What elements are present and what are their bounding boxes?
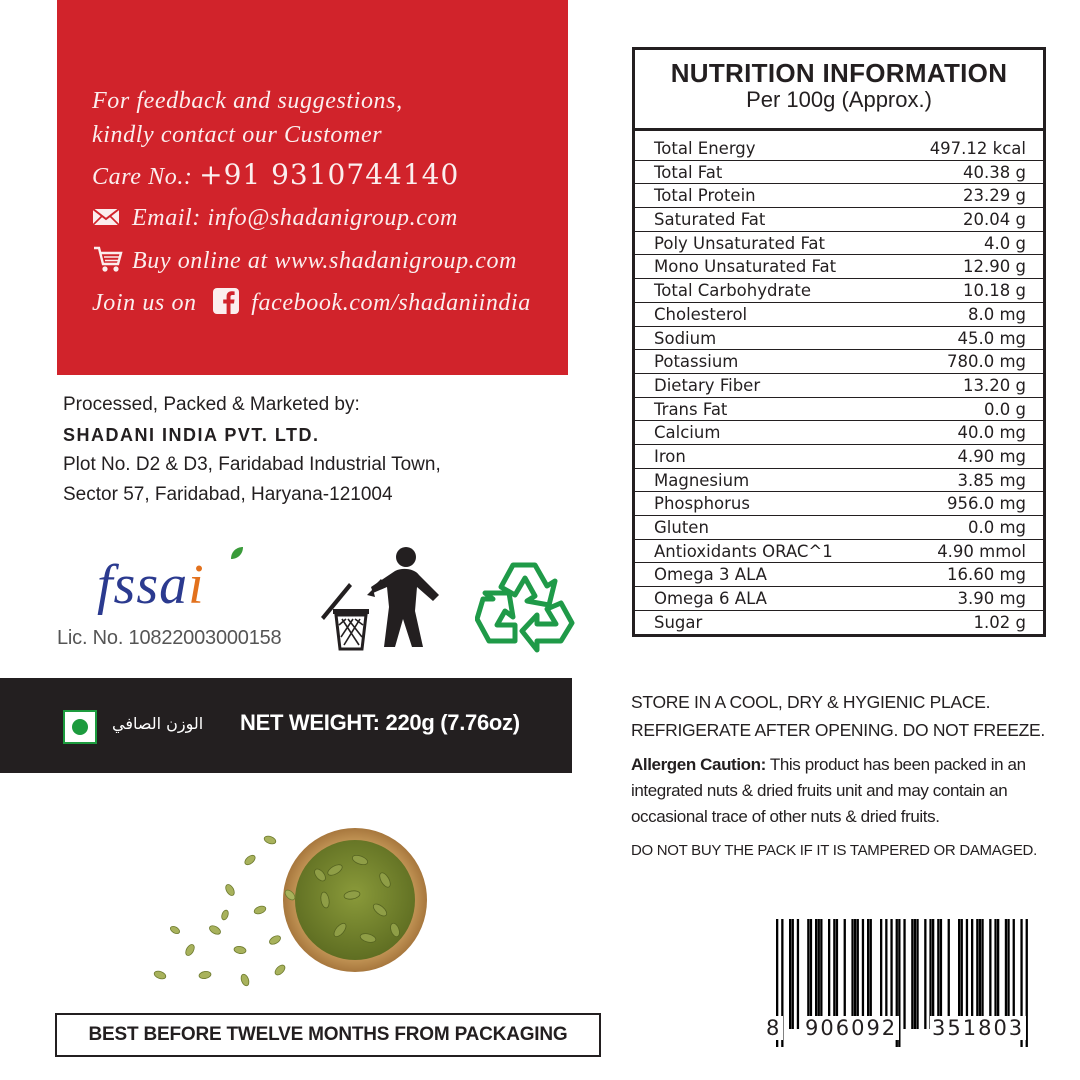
net-weight-label: NET WEIGHT:	[240, 710, 386, 735]
nutrition-title: NUTRITION INFORMATION	[670, 58, 1008, 88]
barcode-left-group: 906092	[805, 1016, 898, 1040]
nutrition-row	[635, 255, 1043, 279]
nutrition-rows	[635, 131, 1043, 634]
nutrient-value: 0.0 mg	[967, 518, 1026, 537]
buy-online-line	[92, 244, 517, 281]
nutrition-row	[635, 492, 1043, 516]
nutrition-row	[635, 516, 1043, 540]
nutrient-name: Omega 6 ALA	[654, 589, 767, 609]
mail-icon	[92, 206, 120, 233]
nutrition-row	[635, 398, 1043, 422]
facebook-text: facebook.com/shadaniindia	[251, 290, 531, 317]
nutrient-name: Phosphorus	[654, 494, 750, 514]
tidyman-icon	[315, 545, 450, 655]
pumpkin-seeds-image	[130, 800, 440, 1000]
nutrition-header	[635, 50, 1043, 131]
company-name: SHADANI INDIA PVT. LTD.	[63, 425, 320, 445]
barcode	[762, 915, 1032, 1065]
storage-line-2: REFRIGERATE AFTER OPENING. DO NOT FREEZE.	[631, 720, 1045, 740]
nutrition-row	[635, 327, 1043, 351]
nutrient-value: 23.29 g	[963, 186, 1026, 206]
nutrient-value: 4.90 mmol	[937, 541, 1026, 561]
nutrition-row	[635, 421, 1043, 445]
care-line	[92, 158, 459, 191]
fssai-logo-text: fssa	[97, 554, 189, 616]
nutrient-name: Total Carbohydrate	[654, 281, 811, 301]
nutrition-row	[635, 232, 1043, 256]
nutrient-value: 40.0 mg	[957, 423, 1026, 443]
address-line-2: Sector 57, Faridabad, Haryana-121004	[63, 484, 393, 505]
fssai-logo-i: i	[188, 554, 205, 616]
best-before-box: BEST BEFORE TWELVE MONTHS FROM PACKAGING	[55, 1013, 601, 1057]
nutrition-row	[635, 350, 1043, 374]
nutrition-row	[635, 563, 1043, 587]
care-label: Care No.:	[92, 164, 193, 190]
nutrient-name: Dietary Fiber	[654, 375, 761, 395]
veg-mark-icon	[63, 710, 97, 744]
nutrition-row	[635, 587, 1043, 611]
nutrient-value: 1.02 g	[973, 612, 1026, 632]
nutrient-name: Poly Unsaturated Fat	[654, 233, 826, 253]
contact-panel	[57, 0, 568, 375]
nutrient-value: 0.0 g	[984, 399, 1026, 419]
feedback-line-2: kindly contact our Customer	[92, 122, 383, 148]
nutrition-row	[635, 137, 1043, 161]
nutrition-row	[635, 374, 1043, 398]
care-number: +91 9310744140	[199, 158, 460, 191]
nutrient-value: 3.90 mg	[957, 589, 1026, 609]
nutrient-name: Omega 3 ALA	[654, 565, 767, 585]
storage-line-1: STORE IN A COOL, DRY & HYGIENIC PLACE.	[631, 692, 991, 712]
barcode-right-group: 351803	[932, 1016, 1025, 1040]
nutrition-row	[635, 279, 1043, 303]
recycle-icon	[475, 559, 577, 653]
net-weight-bar	[0, 678, 572, 773]
nutrient-name: Antioxidants ORAC^1	[654, 541, 833, 561]
nutrition-row	[635, 161, 1043, 185]
net-weight-value: 220g (7.76oz)	[385, 710, 520, 735]
nutrition-row	[635, 445, 1043, 469]
nutrition-row	[635, 611, 1043, 635]
nutrition-per: Per 100g (Approx.)	[746, 87, 932, 112]
allergen-label: Allergen Caution:	[631, 755, 766, 774]
address-line-1: Plot No. D2 & D3, Faridabad Industrial Town,	[63, 454, 441, 475]
nutrient-value: 45.0 mg	[957, 328, 1026, 348]
nutrient-name: Trans Fat	[654, 399, 728, 419]
certification-logos	[57, 545, 577, 660]
nutrient-value: 13.20 g	[963, 375, 1026, 395]
fssai-leaf-icon	[229, 545, 245, 561]
storage-instructions	[631, 688, 1061, 744]
nutrition-table	[632, 47, 1046, 637]
nutrient-value: 4.90 mg	[957, 446, 1026, 466]
nutrition-row	[635, 208, 1043, 232]
join-label: Join us on	[92, 290, 197, 317]
nutrient-name: Sodium	[654, 328, 717, 348]
nutrient-name: Cholesterol	[654, 304, 748, 324]
manufacturer-heading: Processed, Packed & Marketed by:	[63, 394, 360, 415]
allergen-text: This product has been packed in an integrated nuts & dried fruits unit and may contain an occasional trace of other nuts & dried fruits.	[631, 755, 1026, 826]
nutrient-value: 12.90 g	[963, 257, 1026, 277]
manufacturer-info	[63, 390, 441, 510]
net-weight	[240, 710, 520, 736]
email-line	[92, 205, 458, 233]
nutrient-name: Potassium	[654, 352, 739, 372]
nutrition-row	[635, 540, 1043, 564]
nutrient-value: 3.85 mg	[957, 470, 1026, 490]
nutrient-name: Total Protein	[654, 186, 756, 206]
nutrient-name: Calcium	[654, 423, 721, 443]
nutrient-name: Gluten	[654, 518, 709, 537]
nutrient-name: Sugar	[654, 612, 703, 632]
allergen-caution	[631, 752, 1051, 830]
nutrient-value: 4.0 g	[984, 233, 1026, 253]
nutrient-value: 40.38 g	[963, 162, 1026, 182]
nutrient-name: Magnesium	[654, 470, 750, 490]
nutrient-value: 780.0 mg	[946, 352, 1026, 372]
cart-icon	[92, 244, 124, 281]
nutrient-name: Total Fat	[654, 162, 723, 182]
facebook-icon	[213, 288, 239, 321]
nutrient-value: 10.18 g	[963, 281, 1026, 301]
tamper-warning: DO NOT BUY THE PACK IF IT IS TAMPERED OR DAMAGED.	[631, 842, 1037, 859]
nutrient-name: Iron	[654, 446, 686, 466]
nutrition-row	[635, 469, 1043, 493]
email-text: Email: info@shadanigroup.com	[132, 205, 458, 231]
nutrient-value: 497.12 kcal	[929, 139, 1026, 158]
buy-online-text: Buy online at www.shadanigroup.com	[132, 248, 518, 275]
nutrient-value: 956.0 mg	[946, 494, 1026, 514]
nutrient-value: 16.60 mg	[946, 565, 1026, 585]
license-number: Lic. No. 10822003000158	[57, 627, 282, 649]
barcode-first-digit: 8	[766, 1016, 782, 1040]
nutrition-row	[635, 184, 1043, 208]
nutrient-value: 20.04 g	[963, 210, 1026, 230]
nutrition-row	[635, 303, 1043, 327]
nutrient-name: Total Energy	[654, 139, 756, 158]
nutrient-name: Mono Unsaturated Fat	[654, 257, 837, 277]
fssai-logo	[97, 553, 205, 617]
net-weight-arabic: الوزن الصافي	[112, 714, 204, 733]
nutrient-value: 8.0 mg	[967, 304, 1026, 324]
feedback-line-1: For feedback and suggestions,	[92, 88, 403, 114]
facebook-line	[92, 288, 531, 321]
nutrient-name: Saturated Fat	[654, 210, 766, 230]
